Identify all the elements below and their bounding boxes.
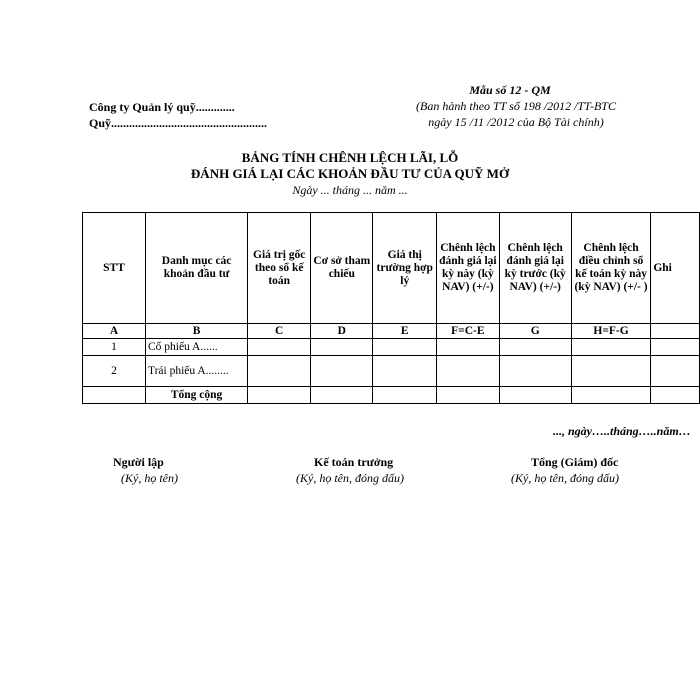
header-book-value: Giá trị gốc theo sổ kế toán xyxy=(248,213,311,324)
form-number: Mẫu số 12 - QM xyxy=(469,83,551,97)
total-row xyxy=(83,387,700,404)
code-cell: D xyxy=(311,324,373,339)
row-item: Cổ phiếu A...... xyxy=(145,339,247,356)
header-fair-value: Giá thị trường hợp lý xyxy=(373,213,437,324)
row-stt: 1 xyxy=(83,339,146,356)
code-cell: F=C-E xyxy=(437,324,500,339)
director-note: (Ký, họ tên, đóng dấu) xyxy=(511,471,619,485)
director-title: Tổng (Giám) đốc xyxy=(531,455,619,469)
column-code-row xyxy=(83,324,700,339)
issued-line-2: ngày 15 /11 /2012 của Bộ Tài chính) xyxy=(428,115,604,129)
investment-revaluation-table xyxy=(82,212,700,404)
chief-accountant-note: (Ký, họ tên, đóng dấu) xyxy=(296,471,404,485)
table-row xyxy=(83,356,700,387)
code-cell xyxy=(651,324,700,339)
header-current-diff: Chênh lệch đánh giá lại kỳ này (kỳ NAV) (+/-) xyxy=(437,213,500,324)
header-reference: Cơ sở tham chiếu xyxy=(311,213,373,324)
report-date: Ngày ... tháng ... năm ... xyxy=(292,183,408,197)
table-header-row xyxy=(83,213,700,324)
signature-date: ..., ngày…..tháng…..năm… xyxy=(553,424,691,438)
total-label: Tổng cộng xyxy=(145,387,247,404)
fund-name: Quỹ.................................................... xyxy=(89,116,268,130)
code-cell: B xyxy=(145,324,247,339)
row-stt: 2 xyxy=(83,356,146,387)
code-cell: A xyxy=(83,324,146,339)
preparer-note: (Ký, họ tên) xyxy=(121,471,178,485)
header-item: Danh mục các khoản đầu tư xyxy=(145,213,247,324)
chief-accountant-title: Kế toán trưởng xyxy=(314,455,394,469)
header-previous-diff: Chênh lệch đánh giá lại kỳ trước (kỳ NAV) (+/-) xyxy=(499,213,571,324)
row-item: Trái phiếu A........ xyxy=(145,356,247,387)
issued-line-1: (Ban hành theo TT số 198 /2012 /TT-BTC xyxy=(416,99,616,113)
code-cell: C xyxy=(248,324,311,339)
header-adjustment: Chênh lệch điều chỉnh sổ kế toán kỳ này (kỳ NAV) (+/- ) xyxy=(571,213,651,324)
table-row xyxy=(83,339,700,356)
code-cell: H=F-G xyxy=(571,324,651,339)
header-stt: STT xyxy=(83,213,146,324)
code-cell: G xyxy=(499,324,571,339)
report-title-line-1: BẢNG TÍNH CHÊNH LỆCH LÃI, LỖ xyxy=(241,150,459,165)
header-note: Ghi xyxy=(651,213,700,324)
report-title-line-2: ĐÁNH GIÁ LẠI CÁC KHOẢN ĐẦU TƯ CỦA QUỸ MỞ xyxy=(190,166,510,181)
preparer-title: Người lập xyxy=(113,455,164,469)
company-name: Công ty Quản lý quỹ............. xyxy=(89,100,235,114)
code-cell: E xyxy=(373,324,437,339)
